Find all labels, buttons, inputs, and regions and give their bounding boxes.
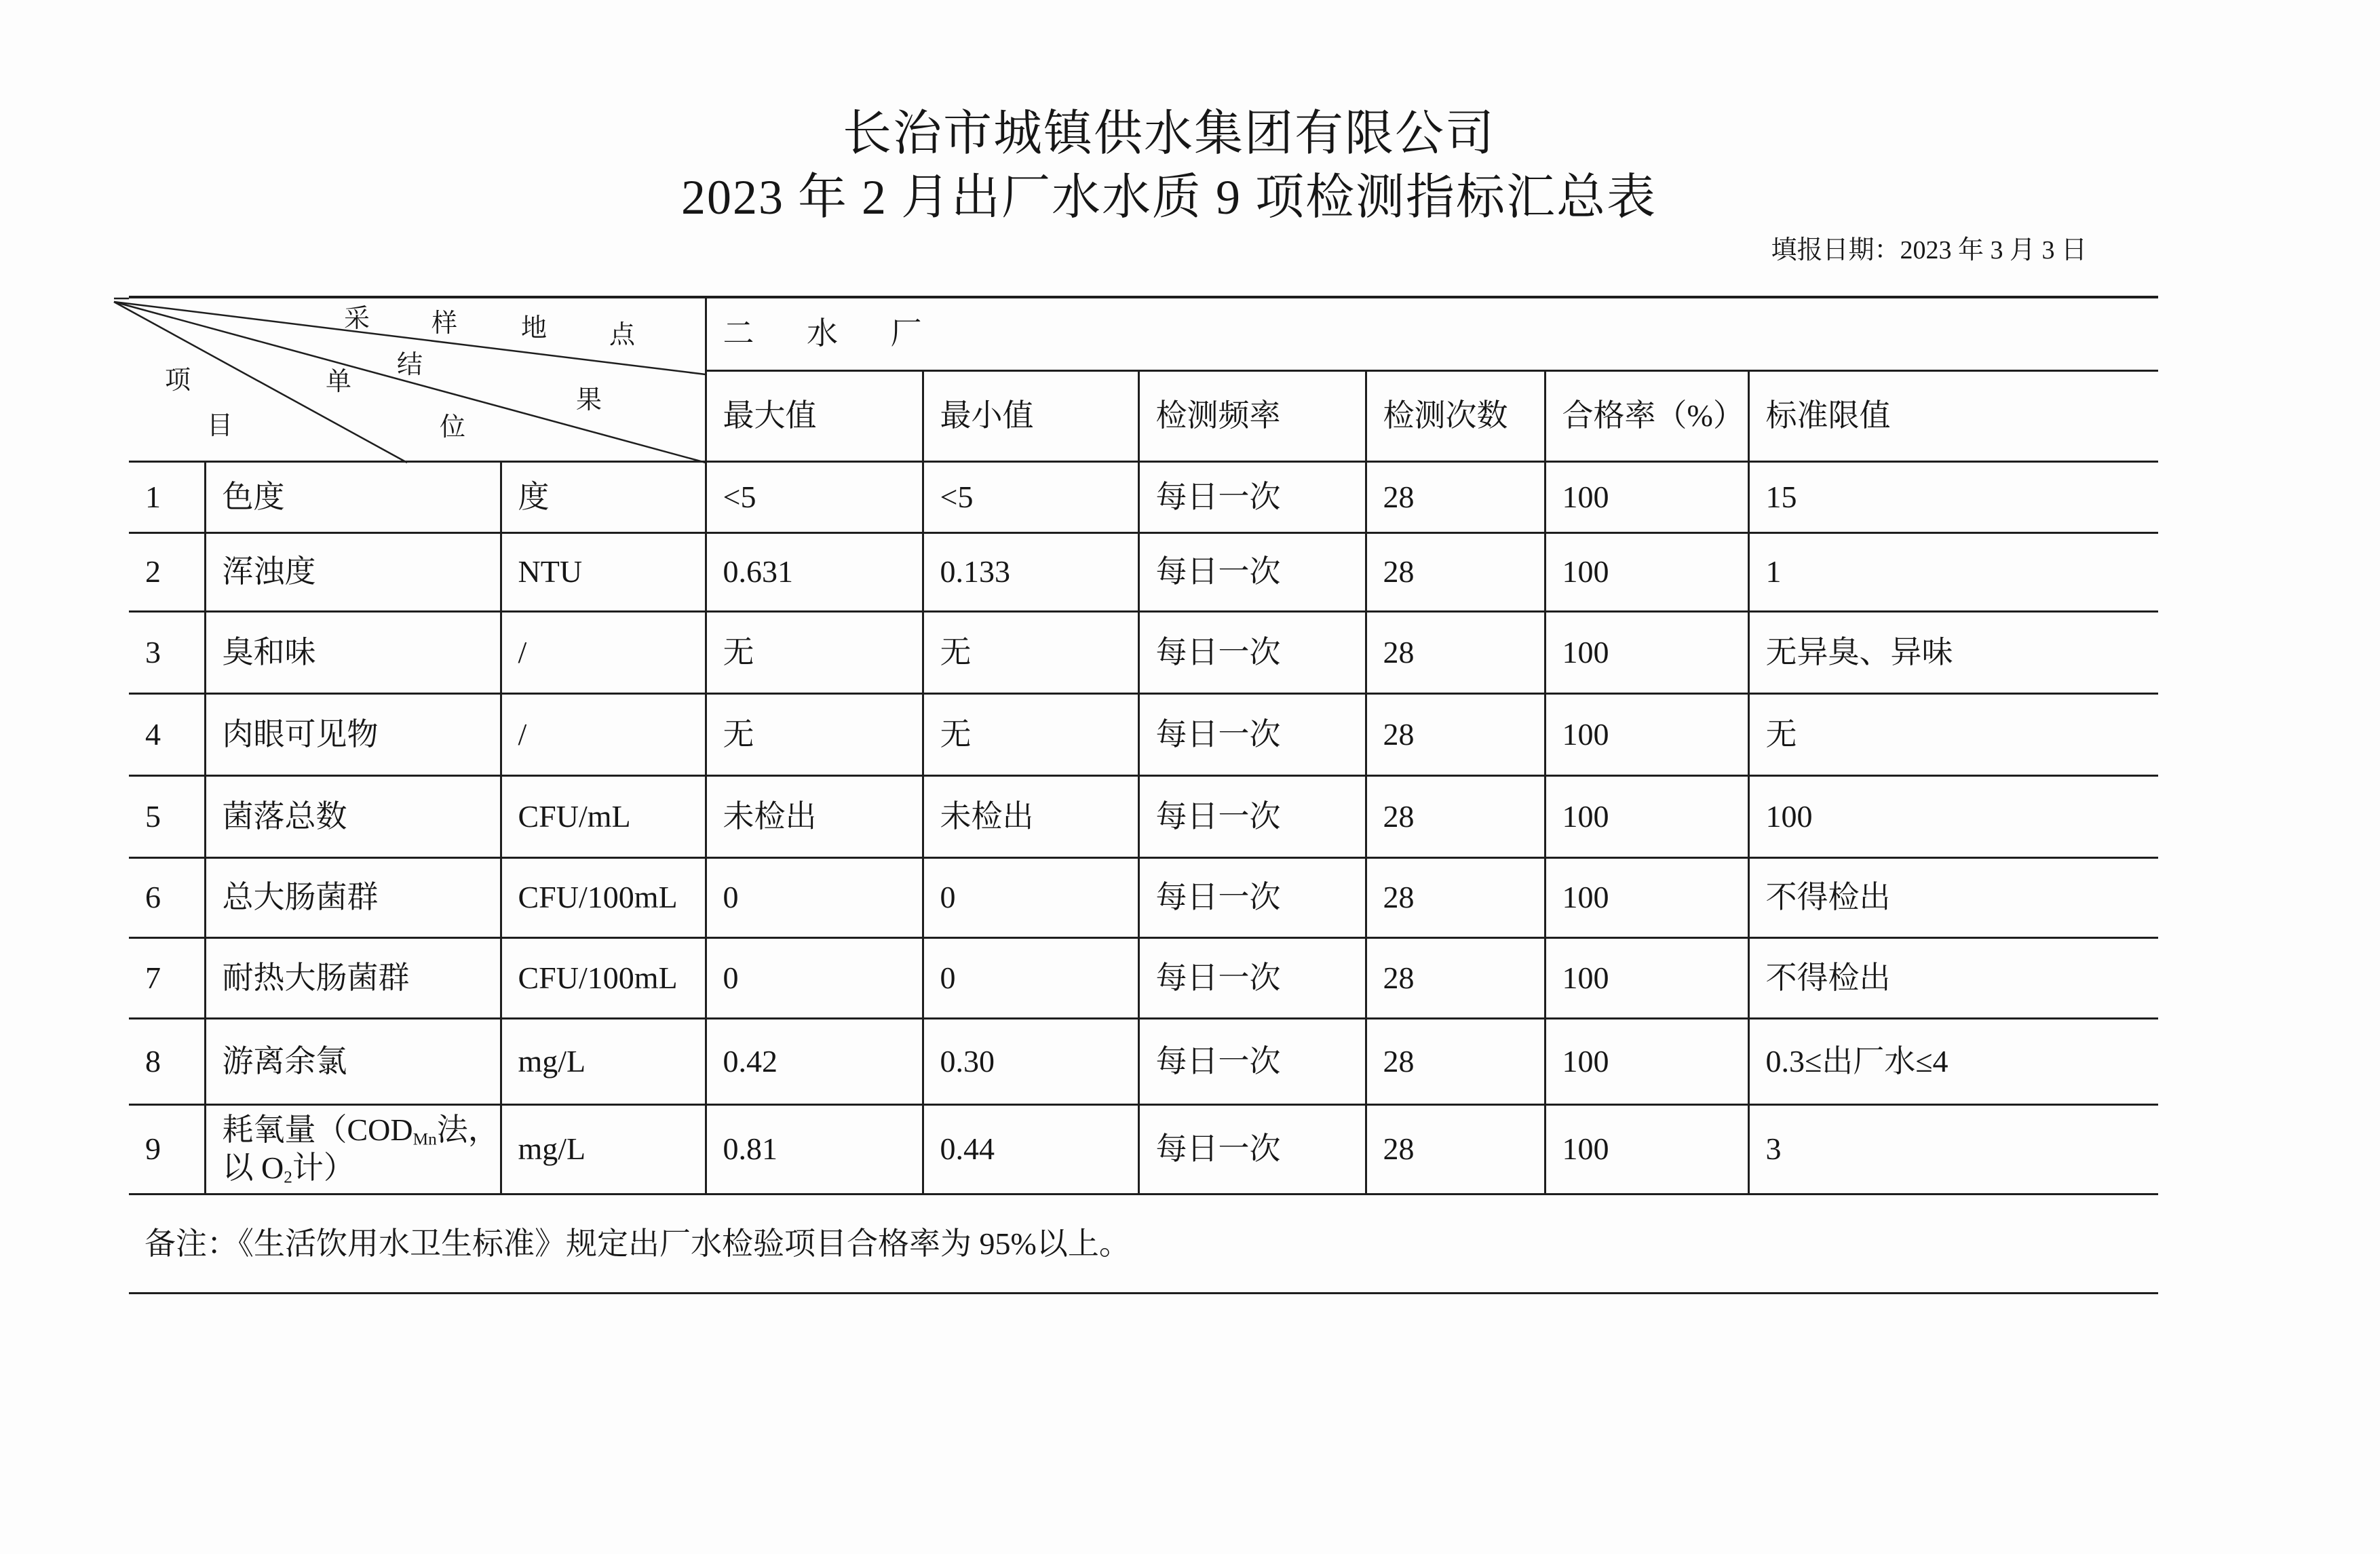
- cell-min: <5: [923, 461, 1138, 532]
- corner-label-sampling-site: 样: [431, 309, 458, 338]
- cell-limit: 无: [1748, 693, 2158, 775]
- water-quality-table: [129, 296, 2158, 1195]
- cell-min: 无: [923, 611, 1138, 693]
- cell-min: 0.30: [923, 1018, 1138, 1104]
- corner-label-item: 目: [206, 412, 233, 440]
- cell-item: 总大肠菌群: [205, 857, 501, 937]
- cell-min: 0.133: [923, 532, 1138, 611]
- cell-pass-rate: 100: [1545, 611, 1748, 693]
- cell-limit: 1: [1748, 532, 2158, 611]
- cell-count: 28: [1366, 461, 1545, 532]
- cell-max: 无: [706, 693, 923, 775]
- cell-pass-rate: 100: [1545, 937, 1748, 1018]
- cell-frequency: 每日一次: [1138, 775, 1366, 857]
- cell-pass-rate: 100: [1545, 461, 1748, 532]
- cell-limit: 无异臭、异味: [1748, 611, 2158, 693]
- item-line-2: [223, 1149, 500, 1187]
- column-header-pass-rate: 合格率（%）: [1545, 370, 1748, 461]
- cell-no: 8: [129, 1018, 205, 1104]
- cell-unit: 度: [501, 461, 706, 532]
- diagonal-header-cell: [129, 297, 706, 461]
- item-subscript: Mn: [412, 1129, 437, 1149]
- cell-count: 28: [1366, 611, 1545, 693]
- item-text: 以 O: [222, 1150, 284, 1185]
- table-row: [129, 775, 2158, 857]
- cell-count: 28: [1366, 693, 1545, 775]
- table-row: [129, 857, 2158, 937]
- column-header-min: 最小值: [923, 370, 1138, 461]
- cell-max: 0: [706, 937, 923, 1018]
- cell-min: 未检出: [923, 775, 1138, 857]
- cell-count: 28: [1366, 775, 1545, 857]
- cell-no: 2: [129, 532, 205, 611]
- cell-max: 未检出: [706, 775, 923, 857]
- cell-no: 3: [129, 611, 205, 693]
- cell-item: 菌落总数: [205, 775, 501, 857]
- cell-item: 耐热大肠菌群: [205, 937, 501, 1018]
- item-text: 耗氧量（COD: [222, 1112, 413, 1147]
- item-subscript: 2: [284, 1167, 292, 1187]
- corner-label-result: 结: [396, 351, 423, 379]
- item-text: 计）: [292, 1150, 355, 1185]
- cell-item: 肉眼可见物: [205, 693, 501, 775]
- column-header-count: 检测次数: [1366, 370, 1545, 461]
- cell-item: [205, 1104, 501, 1194]
- cell-item: 游离余氯: [205, 1018, 501, 1104]
- cell-count: 28: [1366, 937, 1545, 1018]
- report-title: 2023 年 2 月出厂水水质 9 项检测指标汇总表: [680, 170, 1657, 225]
- cell-unit: NTU: [501, 532, 706, 611]
- cell-max: 0.81: [706, 1104, 923, 1194]
- column-header-limit: 标准限值: [1748, 370, 2158, 461]
- table-row: [129, 611, 2158, 693]
- cell-limit: 100: [1748, 775, 2158, 857]
- cell-no: 4: [129, 693, 205, 775]
- cell-count: 28: [1366, 857, 1545, 937]
- corner-label-sampling-site: 采: [343, 305, 370, 333]
- cell-min: 0: [923, 937, 1138, 1018]
- corner-label-sampling-site: 地: [520, 314, 548, 343]
- cell-limit: 3: [1748, 1104, 2158, 1194]
- table-row: [129, 1104, 2158, 1194]
- cell-frequency: 每日一次: [1138, 1104, 1366, 1194]
- cell-limit: 不得检出: [1748, 937, 2158, 1018]
- cell-max: 0: [706, 857, 923, 937]
- cell-count: 28: [1366, 1018, 1545, 1104]
- table-row: [129, 693, 2158, 775]
- cell-unit: /: [501, 693, 706, 775]
- cell-limit: 0.3≤出厂水≤4: [1748, 1018, 2158, 1104]
- cell-no: 7: [129, 937, 205, 1018]
- table-row: [129, 532, 2158, 611]
- item-text: 法，: [436, 1112, 499, 1147]
- cell-count: 28: [1366, 532, 1545, 611]
- cell-pass-rate: 100: [1545, 693, 1748, 775]
- remark-note: 备注：《生活饮用水卫生标准》规定出厂水检验项目合格率为 95%以上。: [145, 1226, 1130, 1261]
- cell-unit: /: [501, 611, 706, 693]
- cell-frequency: 每日一次: [1138, 937, 1366, 1018]
- item-line-1: [223, 1111, 500, 1149]
- cell-pass-rate: 100: [1545, 1018, 1748, 1104]
- table-row: [129, 461, 2158, 532]
- cell-max: <5: [706, 461, 923, 532]
- cell-item: 臭和味: [205, 611, 501, 693]
- cell-frequency: 每日一次: [1138, 857, 1366, 937]
- cell-pass-rate: 100: [1545, 1104, 1748, 1194]
- plant-header: 二 水 厂: [706, 297, 2158, 370]
- cell-unit: CFU/100mL: [501, 937, 706, 1018]
- cell-item: 浑浊度: [205, 532, 501, 611]
- cell-max: 0.42: [706, 1018, 923, 1104]
- cell-no: 1: [129, 461, 205, 532]
- cell-no: 5: [129, 775, 205, 857]
- cell-no: 6: [129, 857, 205, 937]
- corner-label-item: 项: [164, 366, 191, 395]
- cell-pass-rate: 100: [1545, 775, 1748, 857]
- header-row-plant: [129, 297, 2158, 370]
- column-header-frequency: 检测频率: [1138, 370, 1366, 461]
- cell-frequency: 每日一次: [1138, 461, 1366, 532]
- cell-no: 9: [129, 1104, 205, 1194]
- report-date: 填报日期：2023 年 3 月 3 日: [1771, 236, 2087, 265]
- company-title: 长治市城镇供水集团有限公司: [842, 106, 1495, 161]
- column-header-max: 最大值: [706, 370, 923, 461]
- cell-max: 无: [706, 611, 923, 693]
- corner-label-unit: 位: [439, 413, 466, 442]
- cell-pass-rate: 100: [1545, 857, 1748, 937]
- corner-label-result: 果: [575, 386, 602, 414]
- cell-item: 色度: [205, 461, 501, 532]
- cell-unit: mg/L: [501, 1104, 706, 1194]
- cell-min: 0.44: [923, 1104, 1138, 1194]
- cell-count: 28: [1366, 1104, 1545, 1194]
- cell-frequency: 每日一次: [1138, 1018, 1366, 1104]
- cell-frequency: 每日一次: [1138, 611, 1366, 693]
- cell-unit: CFU/100mL: [501, 857, 706, 937]
- cell-limit: 15: [1748, 461, 2158, 532]
- cell-frequency: 每日一次: [1138, 693, 1366, 775]
- corner-label-unit: 单: [325, 368, 352, 396]
- cell-unit: mg/L: [501, 1018, 706, 1104]
- bottom-rule: [129, 1292, 2158, 1294]
- cell-frequency: 每日一次: [1138, 532, 1366, 611]
- cell-max: 0.631: [706, 532, 923, 611]
- table-row: [129, 1018, 2158, 1104]
- corner-label-sampling-site: 点: [609, 321, 636, 349]
- table-row: [129, 937, 2158, 1018]
- cell-min: 无: [923, 693, 1138, 775]
- cell-unit: CFU/mL: [501, 775, 706, 857]
- cell-limit: 不得检出: [1748, 857, 2158, 937]
- cell-pass-rate: 100: [1545, 532, 1748, 611]
- cell-min: 0: [923, 857, 1138, 937]
